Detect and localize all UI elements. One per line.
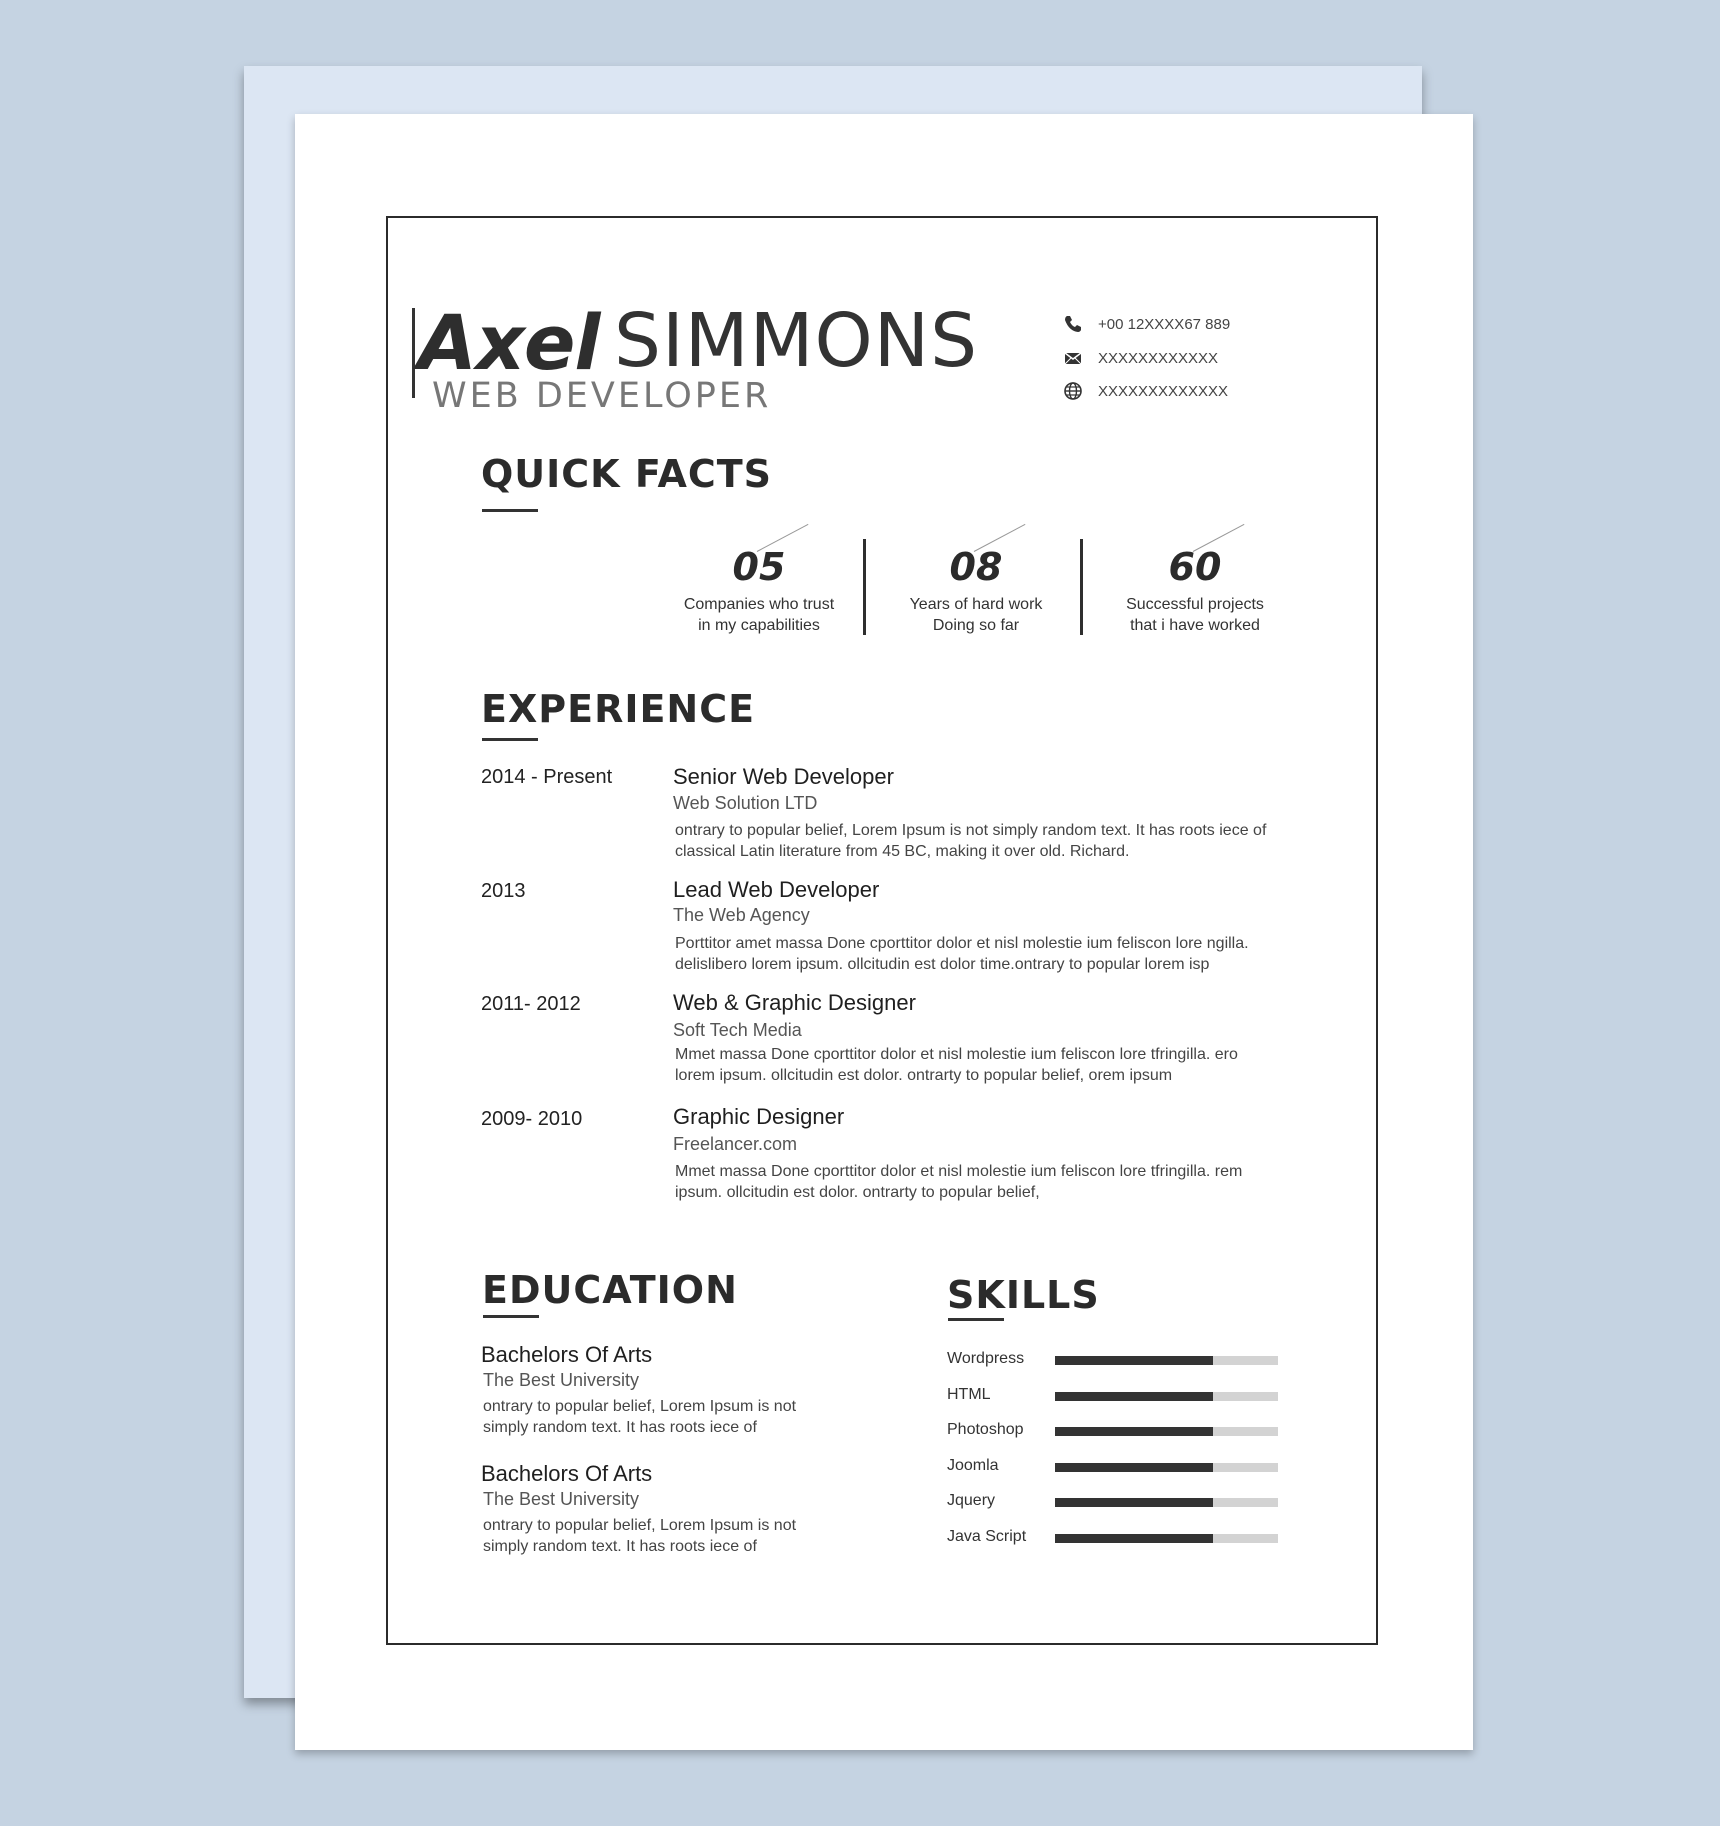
experience-desc: Mmet massa Done cporttitor dolor et nisl molestie ium feliscon lore tfringilla. rem ipsum. ollcitudin est dolor. ontrarty to popular belief, <box>675 1163 1243 1201</box>
skills-underline <box>948 1318 1004 1321</box>
skill-bar-track <box>1055 1498 1278 1507</box>
experience-period: 2013 <box>481 880 526 902</box>
experience-heading: EXPERIENCE <box>481 687 756 731</box>
experience-role: Web & Graphic Designer <box>673 990 916 1015</box>
education-heading: EDUCATION <box>482 1268 738 1312</box>
contact-phone-text: +00 12XXXX67 889 <box>1098 315 1231 333</box>
fact-caption: Companies who trust in my capabilities <box>683 596 835 634</box>
skill-bar-track <box>1055 1356 1278 1365</box>
education-underline <box>483 1315 539 1318</box>
experience-desc: Mmet massa Done cporttitor dolor et nisl molestie ium feliscon lore tfringilla. ero lorem ipsum. ollcitudin est dolor. ontrarty to popular belief, orem ipsum <box>675 1046 1238 1084</box>
education-degree: Bachelors Of Arts <box>481 1461 653 1486</box>
fact-divider <box>1080 539 1083 635</box>
contact-phone <box>1063 314 1230 334</box>
skill-bar-fill <box>1055 1463 1213 1472</box>
job-title: WEB DEVELOPER <box>432 376 772 416</box>
experience-underline <box>482 738 538 741</box>
skill-bar-fill <box>1055 1427 1213 1436</box>
experience-desc: Porttitor amet massa Done cporttitor dolor et nisl molestie ium feliscon lore ngilla. delislibero lorem ipsum. ollcitudin est dolor time.ontrary to popular lorem isp <box>675 935 1249 973</box>
skill-bar-track <box>1055 1427 1278 1436</box>
education-degree: Bachelors Of Arts <box>481 1342 653 1367</box>
skill-bar-fill <box>1055 1534 1213 1543</box>
skill-name: HTML <box>947 1385 991 1403</box>
experience-org: Freelancer.com <box>673 1134 798 1154</box>
fact-number: 08 <box>950 545 1003 589</box>
fact-number: 05 <box>733 545 786 589</box>
skill-bar-track <box>1055 1534 1278 1543</box>
contact-email-text: XXXXXXXXXXXX <box>1098 349 1219 367</box>
contact-email <box>1063 348 1218 368</box>
experience-role: Graphic Designer <box>673 1104 845 1129</box>
fact-caption: Successful projects that i have worked <box>1126 596 1264 634</box>
experience-role: Senior Web Developer <box>673 764 894 789</box>
last-name: SIMMONS <box>614 298 979 384</box>
experience-org: The Web Agency <box>673 905 810 925</box>
skill-name: Java Script <box>947 1527 1027 1545</box>
skill-name: Joomla <box>947 1456 999 1474</box>
education-school: The Best University <box>483 1370 640 1390</box>
experience-role: Lead Web Developer <box>673 877 880 902</box>
phone-icon <box>1063 314 1083 334</box>
skill-name: Jquery <box>947 1492 996 1509</box>
experience-period: 2014 - Present <box>481 766 613 788</box>
skill-name: Photoshop <box>947 1421 1024 1438</box>
fact-caption: Years of hard work Doing so far <box>909 596 1043 634</box>
skill-name: Wordpress <box>947 1350 1025 1367</box>
experience-desc: ontrary to popular belief, Lorem Ipsum is not simply random text. It has roots iece of classical Latin literature from 45 BC, making it over old. Richard. <box>675 822 1267 860</box>
globe-icon <box>1063 381 1083 401</box>
fact-projects <box>1097 545 1293 636</box>
experience-period: 2011- 2012 <box>481 993 581 1015</box>
education-desc: ontrary to popular belief, Lorem Ipsum is not simply random text. It has roots iece of <box>483 1398 797 1436</box>
contact-website <box>1063 381 1228 401</box>
skill-bar-fill <box>1055 1498 1213 1507</box>
skill-bar-fill <box>1055 1392 1213 1401</box>
fact-companies <box>661 545 857 636</box>
quick-facts-underline <box>482 509 538 512</box>
first-name: Axel <box>418 298 600 387</box>
skill-bar-fill <box>1055 1356 1213 1365</box>
name-accent-bar <box>412 308 415 398</box>
fact-number: 60 <box>1169 545 1222 589</box>
experience-org: Soft Tech Media <box>673 1020 802 1040</box>
skill-bar-track <box>1055 1392 1278 1401</box>
experience-org: Web Solution LTD <box>673 793 818 813</box>
education-school: The Best University <box>483 1489 640 1509</box>
experience-period: 2009- 2010 <box>481 1108 583 1130</box>
envelope-icon <box>1063 348 1083 368</box>
quick-facts-heading: QUICK FACTS <box>481 452 773 496</box>
fact-divider <box>863 539 866 635</box>
skills-heading: SKILLS <box>947 1273 1100 1317</box>
skill-bar-track <box>1055 1463 1278 1472</box>
contact-website-text: XXXXXXXXXXXXX <box>1098 382 1229 400</box>
fact-years <box>878 545 1074 636</box>
education-desc: ontrary to popular belief, Lorem Ipsum is not simply random text. It has roots iece of <box>483 1517 797 1555</box>
